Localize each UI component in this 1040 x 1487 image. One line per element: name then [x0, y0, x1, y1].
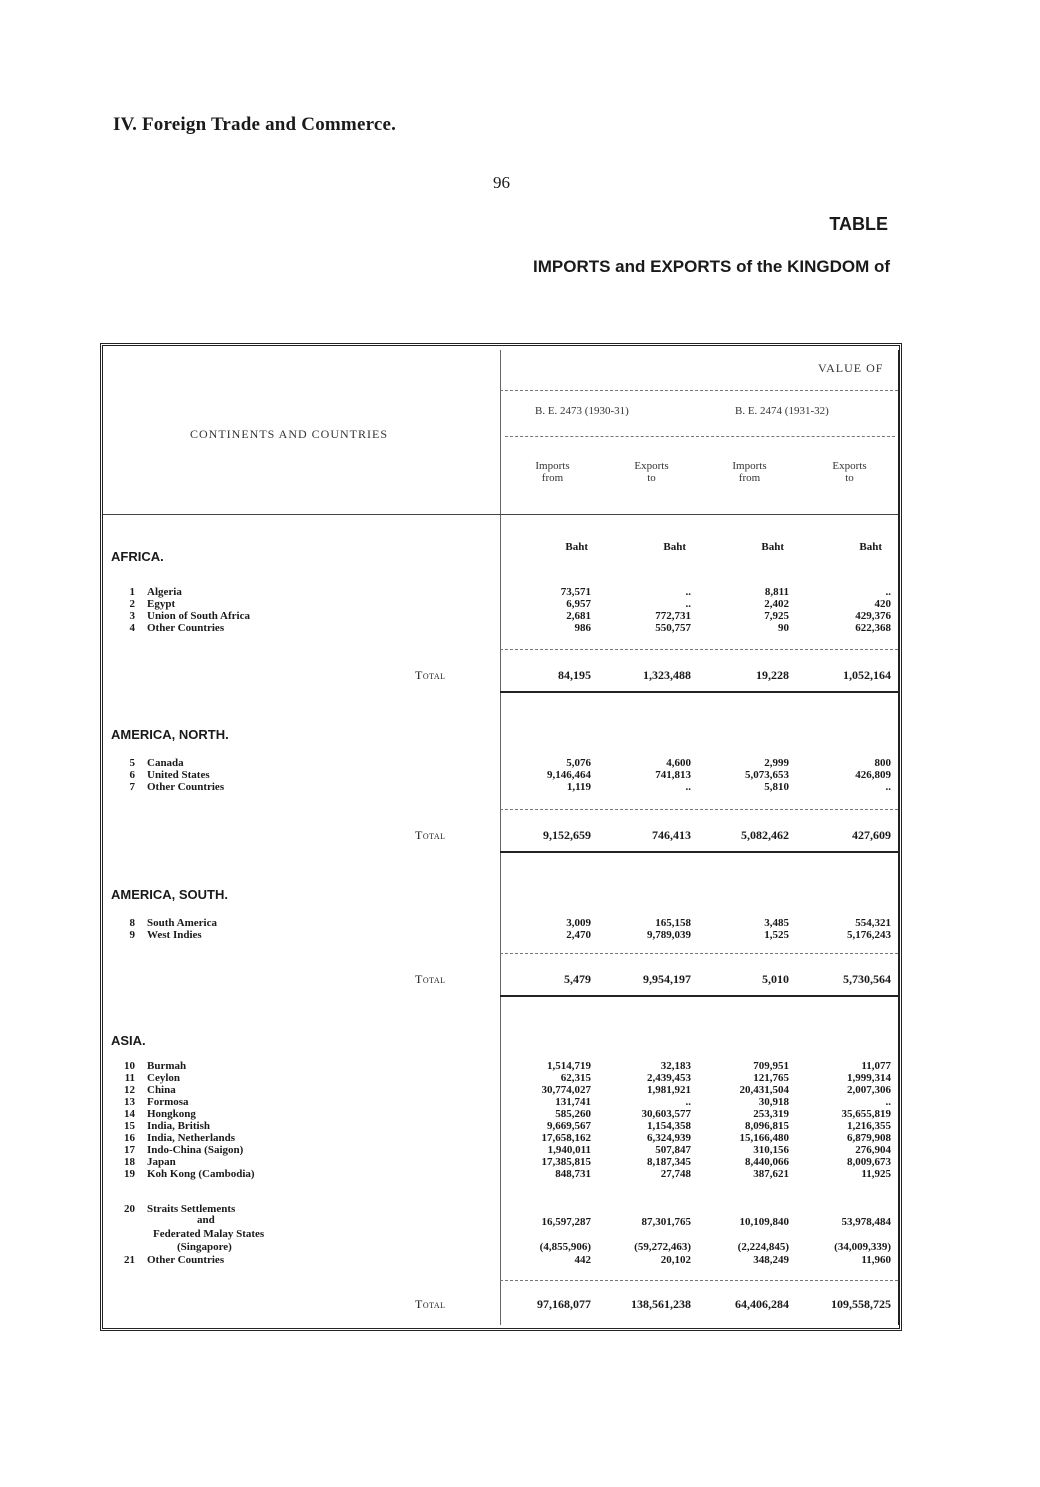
- cell-value: 4,600: [666, 757, 691, 769]
- cell-value: 8,187,345: [647, 1156, 691, 1168]
- col-exports-2: [822, 460, 877, 484]
- total-value: 9,954,197: [643, 972, 691, 986]
- total-value: 5,082,462: [741, 828, 789, 842]
- total-value: 5,010: [762, 972, 789, 986]
- cell-value: 7,925: [764, 610, 789, 622]
- table-row: [105, 1144, 900, 1156]
- cell-value: 442: [574, 1254, 591, 1266]
- table-row: [105, 781, 900, 793]
- row-name: Formosa: [147, 1096, 189, 1108]
- straits-exports-1930: 87,301,765: [641, 1216, 691, 1228]
- cell-value: 2,402: [764, 598, 789, 610]
- unit-label: Baht: [565, 541, 588, 553]
- cell-value: ..: [685, 781, 691, 793]
- total-value: 64,406,284: [735, 1297, 789, 1311]
- straits-imports-1931: 10,109,840: [739, 1216, 789, 1228]
- table-label: TABLE: [829, 214, 888, 234]
- from-label: from: [541, 472, 564, 484]
- total-value: 138,561,238: [631, 1297, 691, 1311]
- total-row: [105, 1298, 900, 1310]
- row-number: 6: [129, 769, 135, 781]
- cell-value: 2,470: [566, 929, 591, 941]
- row-number: 12: [124, 1084, 135, 1096]
- header-rule: [500, 390, 898, 391]
- total-row: [105, 973, 900, 985]
- cell-value: ..: [885, 586, 891, 598]
- cell-value: 6,957: [566, 598, 591, 610]
- continent-asia: ASIA.: [111, 1033, 146, 1048]
- cell-value: 1,119: [566, 781, 591, 793]
- cell-value: 5,073,653: [745, 769, 789, 781]
- page-number: 96: [493, 173, 510, 192]
- exports-label: Exports: [832, 460, 867, 472]
- row-number: 11: [124, 1072, 135, 1084]
- col-imports-2: [722, 460, 777, 484]
- col-imports-1: [525, 460, 580, 484]
- table-row: [105, 929, 900, 941]
- cell-value: 622,368: [855, 622, 891, 634]
- row-name: Other Countries: [147, 781, 225, 793]
- cell-value: ..: [885, 1096, 891, 1108]
- cell-value: 5,176,243: [847, 929, 891, 941]
- total-label: Total: [415, 828, 446, 842]
- row-number: 20: [124, 1203, 135, 1215]
- row-name: Other Countries: [147, 622, 225, 634]
- cell-value: ..: [885, 781, 891, 793]
- total-label: Total: [415, 1297, 446, 1311]
- cell-value: 2,681: [566, 610, 591, 622]
- table-row: [105, 610, 900, 622]
- cell-value: 35,655,819: [841, 1108, 891, 1120]
- cell-value: 426,809: [855, 769, 891, 781]
- row-name: Hongkong: [147, 1108, 196, 1120]
- table-row: [105, 586, 900, 598]
- row-name: India, British: [147, 1120, 210, 1132]
- cell-value: 310,156: [753, 1144, 789, 1156]
- cell-value: 253,319: [753, 1108, 789, 1120]
- cell-value: 15,166,480: [739, 1132, 789, 1144]
- table-row: [105, 1132, 900, 1144]
- cell-value: 709,951: [753, 1060, 789, 1072]
- row-name: South America: [147, 917, 217, 929]
- row-number: 1: [129, 586, 135, 598]
- straits-singapore: (Singapore): [177, 1241, 232, 1253]
- cell-value: 550,757: [655, 622, 691, 634]
- cell-value: 8,440,066: [745, 1156, 789, 1168]
- total-value: 1,052,164: [843, 668, 891, 682]
- cell-value: 1,525: [764, 929, 789, 941]
- table-row: [105, 1072, 900, 1084]
- table-row: [105, 917, 900, 929]
- cell-value: 131,741: [555, 1096, 591, 1108]
- cell-value: 73,571: [560, 586, 591, 598]
- singapore-imports-1930: (4,855,906): [539, 1241, 591, 1253]
- cell-value: ..: [685, 586, 691, 598]
- cell-value: 348,249: [753, 1254, 789, 1266]
- cell-value: 772,731: [655, 610, 691, 622]
- cell-value: 11,077: [861, 1060, 891, 1072]
- to-label: to: [845, 472, 854, 484]
- total-row: [105, 829, 900, 841]
- cell-value: ..: [685, 598, 691, 610]
- total-value: 97,168,077: [537, 1297, 591, 1311]
- value-of-header: VALUE OF: [818, 361, 884, 375]
- continent-america-south: AMERICA, SOUTH.: [111, 887, 228, 902]
- row-name: Algeria: [147, 586, 182, 598]
- unit-label: Baht: [663, 541, 686, 553]
- singapore-imports-1931: (2,224,845): [737, 1241, 789, 1253]
- cell-value: 20,431,504: [739, 1084, 789, 1096]
- period-1931: B. E. 2474 (1931-32): [735, 405, 829, 417]
- cell-value: 27,748: [660, 1168, 691, 1180]
- total-value: 746,413: [652, 828, 691, 842]
- cell-value: 986: [574, 622, 591, 634]
- cell-value: ..: [685, 1096, 691, 1108]
- row-name: Other Countries: [147, 1254, 225, 1266]
- cell-value: 3,485: [764, 917, 789, 929]
- row-number: 7: [129, 781, 135, 793]
- total-value: 9,152,659: [543, 828, 591, 842]
- row-name: Union of South Africa: [147, 610, 250, 622]
- cell-value: 5,810: [764, 781, 789, 793]
- cell-value: 121,765: [753, 1072, 789, 1084]
- row-number: 17: [124, 1144, 135, 1156]
- row-number: 2: [129, 598, 135, 610]
- straits-singapore-line: [105, 1241, 900, 1253]
- cell-value: 17,385,815: [541, 1156, 591, 1168]
- rule: [500, 995, 898, 997]
- exports-label: Exports: [634, 460, 669, 472]
- table-row: [105, 1096, 900, 1108]
- row-name: Japan: [147, 1156, 176, 1168]
- table-row: [105, 1156, 900, 1168]
- cell-value: 2,999: [764, 757, 789, 769]
- cell-value: 429,376: [855, 610, 891, 622]
- table-row: [105, 1120, 900, 1132]
- cell-value: 90: [778, 622, 789, 634]
- cell-value: 1,999,314: [847, 1072, 891, 1084]
- row-number: 3: [129, 610, 135, 622]
- straits-and: and: [197, 1214, 215, 1226]
- cell-value: 5,076: [566, 757, 591, 769]
- cell-value: 3,009: [566, 917, 591, 929]
- row-number: 15: [124, 1120, 135, 1132]
- row-number: 5: [129, 757, 135, 769]
- rule: [500, 1280, 898, 1281]
- cell-value: 2,007,306: [847, 1084, 891, 1096]
- cell-value: 1,216,355: [847, 1120, 891, 1132]
- total-label: Total: [415, 972, 446, 986]
- rule: [500, 649, 898, 650]
- table-row: [105, 1168, 900, 1180]
- total-value: 427,609: [852, 828, 891, 842]
- cell-value: 9,146,464: [547, 769, 591, 781]
- cell-value: 11,925: [861, 1168, 891, 1180]
- row-number: 9: [129, 929, 135, 941]
- cell-value: 8,096,815: [745, 1120, 789, 1132]
- row-number: 19: [124, 1168, 135, 1180]
- cell-value: 9,669,567: [547, 1120, 591, 1132]
- total-value: 1,323,488: [643, 668, 691, 682]
- cell-value: 11,960: [861, 1254, 891, 1266]
- rule: [500, 851, 898, 853]
- section-title: IV. Foreign Trade and Commerce.: [113, 114, 397, 135]
- cell-value: 507,847: [655, 1144, 691, 1156]
- cell-value: 30,918: [758, 1096, 789, 1108]
- imports-label: Imports: [732, 460, 767, 472]
- cell-value: 30,774,027: [541, 1084, 591, 1096]
- cell-value: 1,154,358: [647, 1120, 691, 1132]
- cell-value: 32,183: [660, 1060, 691, 1072]
- cell-value: 276,904: [855, 1144, 891, 1156]
- table-row: [105, 1084, 900, 1096]
- row-name: Koh Kong (Cambodia): [147, 1168, 255, 1180]
- row-number: 21: [124, 1254, 135, 1266]
- continents-header: CONTINENTS AND COUNTRIES: [190, 427, 388, 441]
- total-label: Total: [415, 668, 446, 682]
- col-exports-1: [624, 460, 679, 484]
- cell-value: 1,981,921: [647, 1084, 691, 1096]
- cell-value: 9,789,039: [647, 929, 691, 941]
- cell-value: 20,102: [660, 1254, 691, 1266]
- row-name: Canada: [147, 757, 184, 769]
- row-name: Burmah: [147, 1060, 187, 1072]
- cell-value: 585,260: [555, 1108, 591, 1120]
- table-title: IMPORTS and EXPORTS of the KINGDOM of: [533, 257, 890, 276]
- straits-exports-1931: 53,978,484: [841, 1216, 891, 1228]
- cell-value: 6,324,939: [647, 1132, 691, 1144]
- row-name: China: [147, 1084, 176, 1096]
- row-number: 4: [129, 622, 135, 634]
- to-label: to: [647, 472, 656, 484]
- total-value: 19,228: [756, 668, 789, 682]
- table-row: [105, 622, 900, 634]
- unit-label: Baht: [859, 541, 882, 553]
- row-name: Ceylon: [147, 1072, 180, 1084]
- row-number: 13: [124, 1096, 135, 1108]
- total-value: 84,195: [558, 668, 591, 682]
- table-row: [105, 1108, 900, 1120]
- row-name: Egypt: [147, 598, 176, 610]
- table-row: [105, 1254, 900, 1266]
- cell-value: 420: [874, 598, 891, 610]
- straits-fms: Federated Malay States: [153, 1228, 265, 1240]
- total-value: 5,730,564: [843, 972, 891, 986]
- rule: [500, 953, 898, 954]
- cell-value: 17,658,162: [541, 1132, 591, 1144]
- cell-value: 6,879,908: [847, 1132, 891, 1144]
- straits-and-line: [105, 1214, 900, 1226]
- table-row: [105, 769, 900, 781]
- cell-value: 165,158: [655, 917, 691, 929]
- row-name: India, Netherlands: [147, 1132, 236, 1144]
- cell-value: 8,009,673: [847, 1156, 891, 1168]
- cell-value: 387,621: [753, 1168, 789, 1180]
- total-value: 5,479: [564, 972, 591, 986]
- header-bottom-rule: [103, 514, 898, 515]
- continent-america-north: AMERICA, NORTH.: [111, 727, 229, 742]
- cell-value: 2,439,453: [647, 1072, 691, 1084]
- singapore-exports-1930: (59,272,463): [634, 1241, 691, 1253]
- period-1930: B. E. 2473 (1930-31): [535, 405, 629, 417]
- cell-value: 741,813: [655, 769, 691, 781]
- row-name: Straits Settlements: [147, 1203, 236, 1215]
- total-row: [105, 669, 900, 681]
- row-name: Indo-China (Saigon): [147, 1144, 244, 1156]
- row-number: 18: [124, 1156, 135, 1168]
- row-number: 14: [124, 1108, 135, 1120]
- cell-value: 800: [874, 757, 891, 769]
- header-rule: [505, 436, 895, 437]
- cell-value: 1,940,011: [547, 1144, 591, 1156]
- cell-value: 30,603,577: [641, 1108, 691, 1120]
- cell-value: 554,321: [855, 917, 891, 929]
- cell-value: 62,315: [560, 1072, 591, 1084]
- continent-africa: AFRICA.: [111, 549, 164, 564]
- straits-imports-1930: 16,597,287: [541, 1216, 591, 1228]
- table-row: [105, 757, 900, 769]
- cell-value: 8,811: [764, 586, 789, 598]
- rule: [500, 809, 898, 810]
- unit-label: Baht: [761, 541, 784, 553]
- table-row: [105, 598, 900, 610]
- row-number: 10: [124, 1060, 135, 1072]
- singapore-exports-1931: (34,009,339): [834, 1241, 891, 1253]
- row-number: 8: [129, 917, 135, 929]
- rule: [500, 691, 898, 693]
- row-name: West Indies: [147, 929, 202, 941]
- cell-value: 848,731: [555, 1168, 591, 1180]
- table-row: [105, 1060, 900, 1072]
- imports-label: Imports: [535, 460, 570, 472]
- total-value: 109,558,725: [831, 1297, 891, 1311]
- row-number: 16: [124, 1132, 135, 1144]
- straits-fms-line: [105, 1228, 900, 1240]
- row-name: United States: [147, 769, 210, 781]
- from-label: from: [738, 472, 761, 484]
- cell-value: 1,514,719: [547, 1060, 591, 1072]
